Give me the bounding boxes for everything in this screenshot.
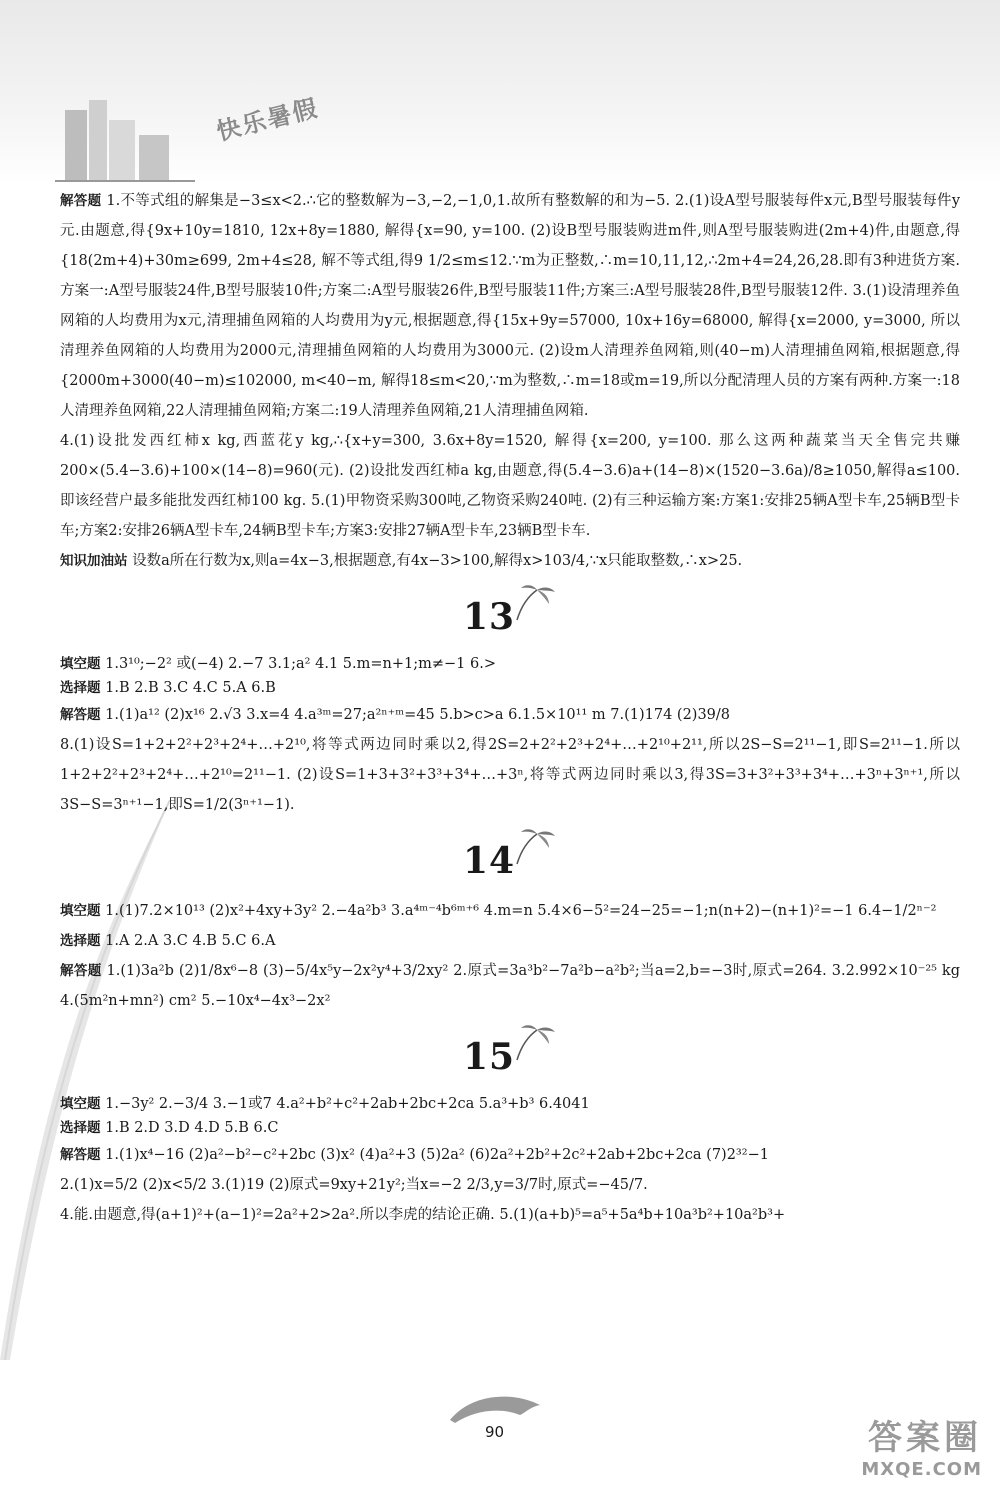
section-label: 解答题 [60, 707, 101, 723]
answer-text: 1.不等式组的解集是−3≤x<2.∴它的整数解为−3,−2,−1,0,1.故所有整数解的和为−5. 2.(1)设A型号服装每件x元,B型号服装每件y元.由题意,得{9x+10y=1810, 12x+8y=1880, 解得{x=90, y=100. (2)设B型号服装购进m件,则A型号服装购进(2m+4)件,由题意,得{18(2m+4)+30m≥699, 2m+4≤28, 解不等式组,得9 1/2≤m≤12.∵m为正整数,∴m=10,11,12,∴2m+4=24,26,28.即有3种进货方案.方案一:A型号服装24件,B型号服装10件;方案二:A型号服装26件,B型号服装11件;方案三:A型号服装28件,B型号服装12件. 3.(1)设清理养鱼网箱的人均费用为x元,清理捕鱼网箱的人均费用为y元,根据题意,得{15x+9y=57000, 10x+16y=68000, 解得{x=2000, y=3000, 所以清理养鱼网箱的人均费用为2000元,清理捕鱼网箱的人均费用为3000元. (2)设m人清理养鱼网箱,则(40−m)人清理捕鱼网箱,根据题意,得{2000m+3000(40−m)≤102000, m<40−m, 解得18≤m<20,∵m为整数,∴m=18或m=19,所以分配清理人员的方案有两种.方案一:18人清理养鱼网箱,22人清理捕鱼网箱;方案二:19人清理养鱼网箱,21人清理捕鱼网箱. [60, 193, 961, 419]
answer-text: 1.B 2.B 3.C 4.C 5.A 6.B [105, 680, 276, 696]
answer-text: 1.(1)3a²b (2)1/8x⁶−8 (3)−5/4x⁵y−2x²y⁴+3/2xy² 2.原式=3a³b²−7a²b−a²b²;当a=2,b=−3时,原式=264. 3.2.992×10⁻²⁵ kg 4.(5m²n+mn²) cm² 5.−10x⁴−4x³−2x² [60, 963, 961, 1009]
section-label: 解答题 [60, 1147, 101, 1163]
answer-paragraph [60, 956, 960, 1016]
answer-paragraph [60, 730, 960, 820]
answer-text: 1.3¹⁰;−2² 或(−4) 2.−7 3.1;a² 4.1 5.m=n+1;m≠−1 6.> [105, 656, 496, 672]
section-label: 填空题 [60, 903, 101, 919]
answer-paragraph [60, 926, 960, 956]
section-number-text: 14 [462, 840, 516, 882]
footer [440, 1385, 560, 1455]
answer-text: 2.(1)x=5/2 (2)x<5/2 3.(1)19 (2)原式=9xy+21y²;当x=−2 2/3,y=3/7时,原式=−45/7. [60, 1177, 648, 1193]
answer-paragraph [60, 896, 960, 926]
answer-paragraph [60, 1170, 960, 1200]
header-banner [0, 0, 1000, 185]
palm-tree-icon [507, 826, 557, 866]
answer-text: 1.(1)x⁴−16 (2)a²−b²−c²+2bc (3)x² (4)a²+3 (5)2a² (6)2a²+2b²+2c²+2ab+2bc+2ca (7)2³²−1 [105, 1147, 769, 1163]
answer-paragraph [60, 652, 960, 676]
palm-tree-icon [507, 582, 557, 622]
header-title: 快乐暑假 [213, 93, 322, 147]
books-illustration [55, 95, 195, 185]
section-label: 选择题 [60, 1120, 101, 1136]
section-label: 解答题 [60, 963, 102, 979]
answer-paragraph [60, 700, 960, 730]
answer-paragraph [60, 546, 960, 576]
watermark-logo-text: 答案圈 [868, 1418, 982, 1458]
section-label: 填空题 [60, 1096, 101, 1112]
answer-text: 8.(1)设S=1+2+2²+2³+2⁴+…+2¹⁰,将等式两边同时乘以2,得2S=2+2²+2³+2⁴+…+2¹⁰+2¹¹,所以2S−S=2¹¹−1,即S=2¹¹−1.所以1+2+2²+2³+2⁴+…+2¹⁰=2¹¹−1. (2)设S=1+3+3²+3³+3⁴+…+3ⁿ,将等式两边同时乘以3,得3S=3+3²+3³+3⁴+…+3ⁿ+3ⁿ⁺¹,所以3S−S=3ⁿ⁺¹−1,即S=1/2(3ⁿ⁺¹−1). [60, 737, 960, 813]
answer-paragraph [60, 1092, 960, 1116]
answer-paragraph [60, 426, 960, 546]
answer-paragraph [60, 1200, 960, 1230]
answer-text: 1.(1)7.2×10¹³ (2)x²+4xy+3y² 2.−4a²b³ 3.a⁴ᵐ⁻⁴b⁶ᵐ⁺⁶ 4.m=n 5.4×6−5²=24−25=−1;n(n+2)−(n+1)²=−1 6.4−1/2ⁿ⁻² [105, 903, 937, 919]
section-label: 填空题 [60, 656, 101, 672]
section-number-text: 15 [462, 1036, 516, 1078]
answer-content [60, 186, 960, 1230]
answer-text: 设数a所在行数为x,则a=4x−3,根据题意,有4x−3>100,解得x>103/4,∵x只能取整数,∴x>25. [132, 553, 743, 569]
answer-paragraph [60, 1116, 960, 1140]
section-number-text: 13 [462, 596, 516, 638]
answer-text: 1.(1)a¹² (2)x¹⁶ 2.√3 3.x=4 4.a³ᵐ=27;a²ⁿ⁺ᵐ=45 5.b>c>a 6.1.5×10¹¹ m 7.(1)174 (2)39/8 [105, 707, 731, 723]
answer-text: 4.能.由题意,得(a+1)²+(a−1)²=2a²+2>2a².所以李虎的结论正确. 5.(1)(a+b)⁵=a⁵+5a⁴b+10a³b²+10a²b³+ [60, 1207, 786, 1223]
section-number [60, 1022, 960, 1092]
section-label: 选择题 [60, 680, 101, 696]
section-label: 知识加油站 [60, 553, 128, 569]
answer-paragraph [60, 676, 960, 700]
page-number: 90 [485, 1423, 505, 1441]
answer-text: 1.A 2.A 3.C 4.B 5.C 6.A [105, 933, 276, 949]
section-label: 选择题 [60, 933, 101, 949]
answer-text: 1.B 2.D 3.D 4.D 5.B 6.C [105, 1120, 279, 1136]
watermark-url: MXQE.COM [861, 1459, 982, 1480]
palm-tree-icon [507, 1022, 557, 1062]
answer-paragraph [60, 1140, 960, 1170]
answer-text: 1.−3y² 2.−3/4 3.−1或7 4.a²+b²+c²+2ab+2bc+2ca 5.a³+b³ 6.4041 [105, 1096, 590, 1112]
section-number [60, 582, 960, 652]
watermark [861, 1410, 982, 1480]
answer-paragraph [60, 186, 960, 426]
section-label: 解答题 [60, 193, 102, 209]
answer-text: 4.(1)设批发西红柿x kg,西蓝花y kg,∴{x+y=300, 3.6x+8y=1520, 解得{x=200, y=100. 那么这两种蔬菜当天全售完共赚200×(5.4−3.6)+100×(14−8)=960(元). (2)设批发西红柿a kg,由题意,得(5.4−3.6)a+(14−8)×(1520−3.6a)/8≥1050,解得a≤100.即该经营户最多能批发西红柿100 kg. 5.(1)甲物资采购300吨,乙物资采购240吨. (2)有三种运输方案:方案1:安排25辆A型卡车,25辆B型卡车;方案2:安排26辆A型卡车,24辆B型卡车;方案3:安排27辆A型卡车,23辆B型卡车. [60, 433, 960, 539]
section-number [60, 826, 960, 896]
